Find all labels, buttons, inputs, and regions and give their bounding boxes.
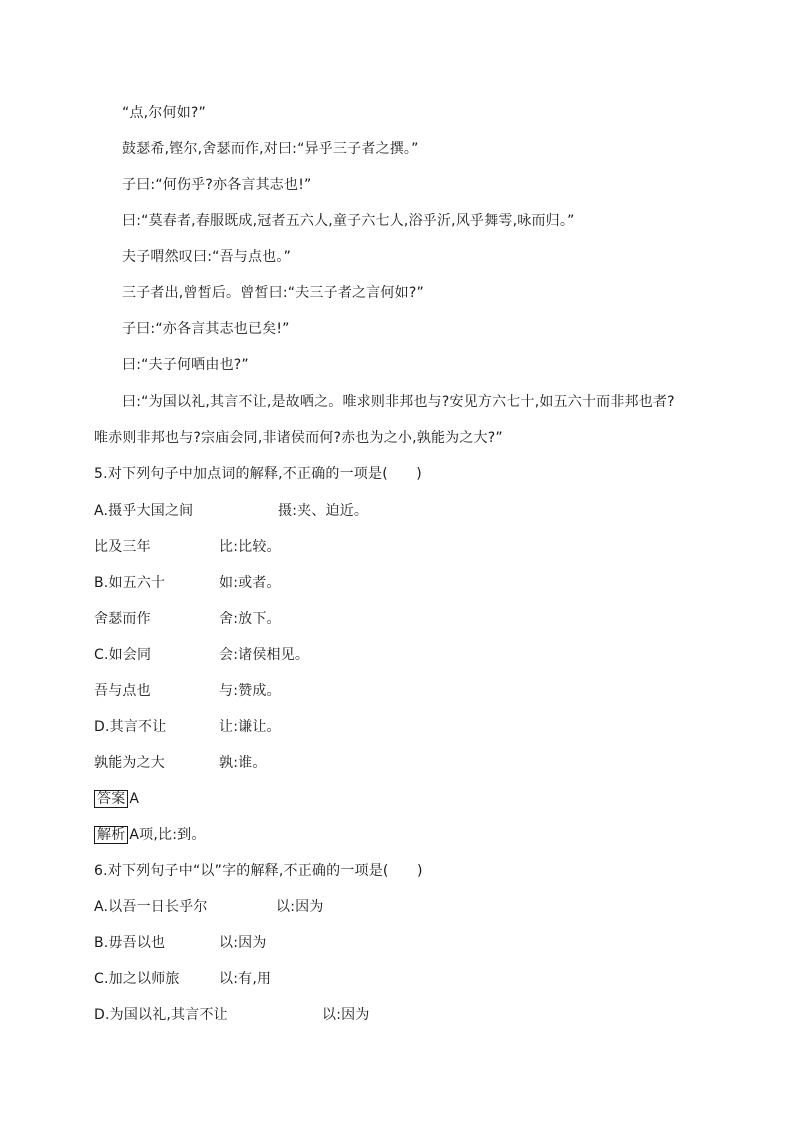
q5-option-c-phrase: C.如会同 (94, 647, 152, 663)
q6-option-c-gloss: 以:有,用 (219, 971, 272, 987)
q5-option-a-gloss: 摄:夹、迫近。 (278, 503, 369, 519)
q6-option-c-phrase: C.加之以师旅 (94, 971, 180, 987)
q5-option-b-phrase: B.如五六十 (94, 575, 166, 591)
q6-option-b-phrase: B.毋吾以也 (94, 935, 166, 951)
passage-line-7: 子曰:“亦各言其志也已矣!” (122, 321, 290, 337)
analysis-tag: 解析 (94, 826, 128, 844)
q6-option-d-phrase: D.为国以礼,其言不让 (94, 1007, 228, 1023)
q5-option-a2-gloss: 比:比较。 (219, 539, 281, 555)
q5-stem: 5.对下列句子中加点词的解释,不正确的一项是( ) (94, 466, 422, 482)
q5-option-c2-phrase: 吾与点也 (94, 683, 151, 699)
q5-analysis (94, 826, 206, 844)
q5-option-d-phrase: D.其言不让 (94, 719, 167, 735)
passage-line-9: 曰:“为国以礼,其言不让,是故哂之。唯求则非邦也与?安见方六七十,如五六十而非邦也者? (122, 394, 675, 410)
q5-option-d2-phrase: 孰能为之大 (94, 755, 165, 771)
passage-line-3: 子曰:“何伤乎?亦各言其志也!” (122, 177, 312, 193)
q6-option-a-gloss: 以:因为 (276, 899, 324, 915)
analysis-text: A项,比:到。 (129, 827, 206, 843)
q5-answer (94, 790, 139, 808)
q5-option-d-gloss: 让:谦让。 (219, 719, 281, 735)
q6-option-a-phrase: A.以吾一日长乎尔 (94, 899, 208, 915)
passage-line-1: “点,尔何如?” (122, 105, 206, 121)
q5-option-b2-gloss: 舍:放下。 (219, 611, 281, 627)
answer-tag: 答案 (94, 790, 128, 808)
passage-line-5: 夫子喟然叹曰:“吾与点也。” (122, 249, 292, 265)
q5-option-a-phrase: A.摄乎大国之间 (94, 503, 194, 519)
q6-option-d-gloss: 以:因为 (322, 1007, 370, 1023)
passage-line-6: 三子者出,曾皙后。曾皙曰:“夫三子者之言何如?” (122, 285, 424, 301)
q6-stem: 6.对下列句子中“以”字的解释,不正确的一项是( ) (94, 863, 423, 879)
passage-line-8: 曰:“夫子何哂由也?” (122, 357, 249, 373)
passage-line-10: 唯赤则非邦也与?宗庙会同,非诸侯而何?赤也为之小,孰能为之大?” (94, 430, 503, 446)
passage-line-2: 鼓瑟希,铿尔,舍瑟而作,对曰:“异乎三子者之撰。” (122, 141, 419, 157)
q5-option-b2-phrase: 舍瑟而作 (94, 611, 151, 627)
q5-option-c2-gloss: 与:赞成。 (219, 683, 281, 699)
passage-line-4: 曰:“莫春者,春服既成,冠者五六人,童子六七人,浴乎沂,风乎舞雩,咏而归。” (122, 213, 575, 229)
q5-option-b-gloss: 如:或者。 (219, 575, 281, 591)
q5-option-a2-phrase: 比及三年 (94, 539, 151, 555)
q5-option-d2-gloss: 孰:谁。 (219, 755, 267, 771)
q5-option-c-gloss: 会:诸侯相见。 (219, 647, 310, 663)
answer-value: A (129, 791, 140, 807)
q6-option-b-gloss: 以:因为 (219, 935, 267, 951)
